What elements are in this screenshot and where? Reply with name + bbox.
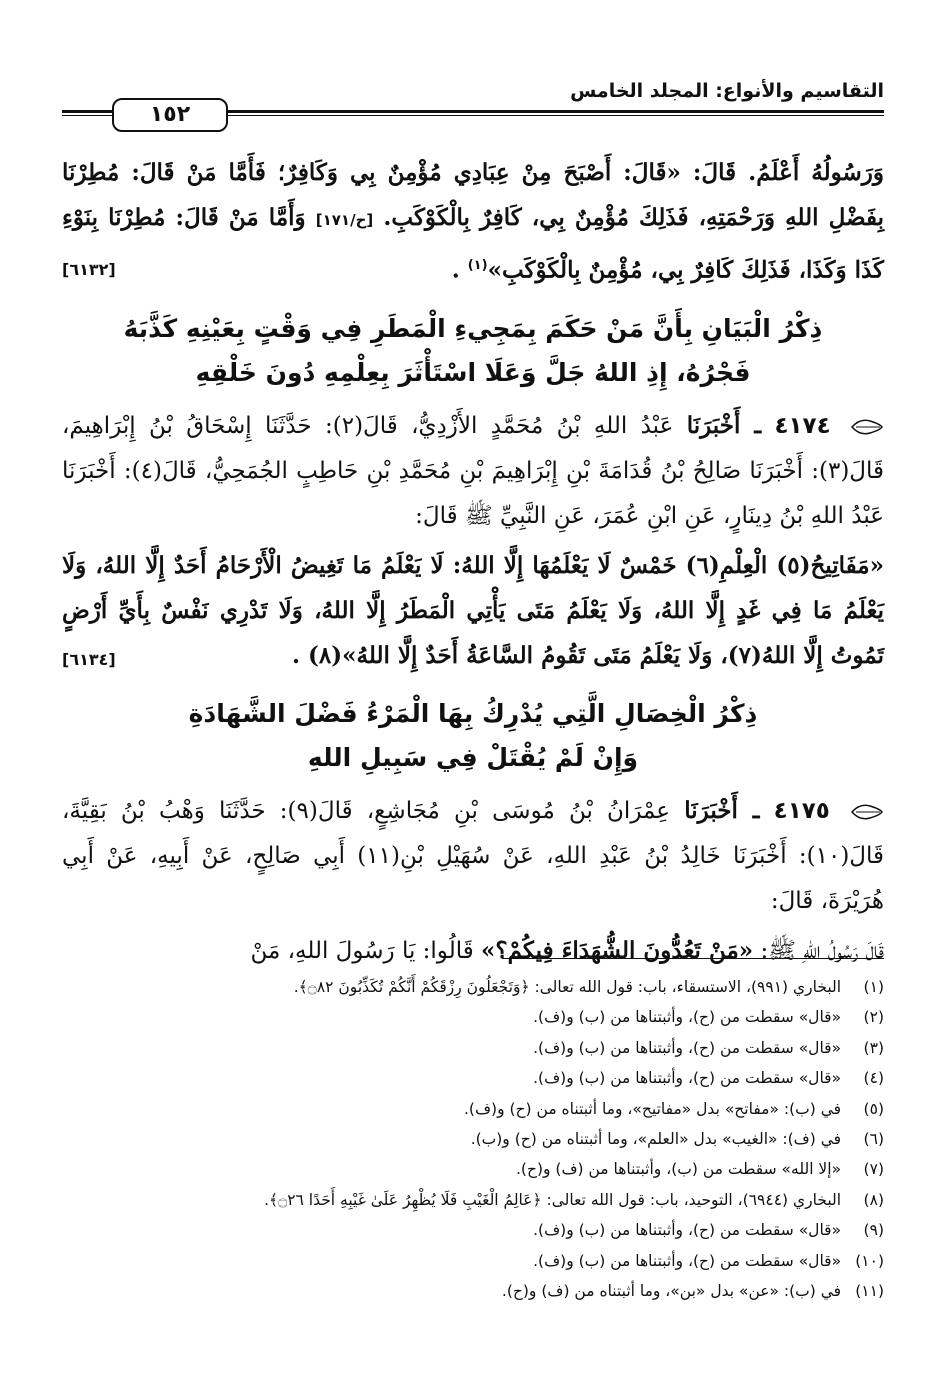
footnote-number: (٨) (863, 1190, 884, 1209)
matn-intro: قَالَ رَسُولُ اللهِ ﷺ: (760, 937, 884, 964)
page-header (62, 70, 884, 134)
footnote-number: (٢) (863, 1008, 884, 1027)
footnote-text: «قال» سقطت من (ح)، وأثبتناها من (ب) و(ف). (533, 1008, 842, 1027)
footnote-number: (٩) (863, 1221, 884, 1240)
matn-continuation: قَالُوا: يَا رَسُولَ اللهِ، مَنْ (250, 937, 474, 964)
footnote-text: في (ف): «الغيب» بدل «العلم»، وما أثبتناه من (ح) و(ب). (470, 1130, 842, 1149)
page (62, 70, 884, 1360)
heading-line: ذِكْرُ الْخِصَالِ الَّتِي يُدْرِكُ بِهَا الْمَرْءُ فَضْلَ الشَّهَادَةِ (188, 698, 758, 728)
heading-line: وَإِنْ لَمْ يُقْتَلْ فِي سَبِيلِ اللهِ (307, 742, 639, 772)
hadith-matn-start (62, 928, 884, 974)
footnote-number: (١١) (855, 1282, 884, 1301)
hadith-ref-number: [٦١٣٤] (62, 649, 116, 669)
paragraph-continuation (62, 150, 884, 293)
footnote-text: «قال» سقطت من (ح)، وأثبتناها من (ب) و(ف). (533, 1221, 842, 1240)
hadith-number: ٤١٧٤ (774, 412, 831, 439)
hadith-isnad (62, 403, 884, 539)
footnote-item (62, 1276, 884, 1306)
footnote-number: (١٠) (855, 1251, 884, 1270)
running-title: التقاسيم والأنواع: المجلد الخامس (570, 80, 884, 102)
matn-text: «مَفَاتِيحُ(٥) الْعِلْمِ(٦) خَمْسٌ لَا يَعْلَمُهَا إِلَّا اللهُ: لَا يَعْلَمُ مَا تَغِيضُ الْأَرْحَامُ أَحَدٌ إِلَّا اللهُ، وَلَا يَعْلَمُ مَا فِي غَدٍ إِلَّا اللهُ، وَلَا يَعْلَمُ مَتَى يَأْتِي الْمَطَرُ إِلَّا اللهُ، وَلَا تَدْرِي نَفْسٌ بِأَيِّ أَرْضٍ تَمُوتُ إِلَّا اللهُ(٧)، وَلَا يَعْلَمُ مَتَى تَقُومُ السَّاعَةُ أَحَدٌ إِلَّا اللهُ»(٨) . (62, 551, 884, 669)
footnote-text: البخاري (٦٩٤٤)، التوحيد، باب: قول الله تعالى: ﴿عَالِمُ الْغَيْبِ فَلَا يُظْهِرُ عَلَىٰ غَيْبِهِ أَحَدًا ۝٢٦﴾. (264, 1190, 842, 1209)
manuscript-ref: [ح/١٧١] (315, 211, 374, 229)
page-number: ١٥٢ (112, 98, 228, 132)
paragraph-text-cont: وَأَمَّا مَنْ قَالَ: مُطِرْنَا بِنَوْءِ كَذَا وَكَذَا، فَذَلِكَ كَافِرٌ بِي، مُؤْمِنٌ بِالْكَوْكَبِ» (62, 204, 884, 284)
footnote-number: (٧) (863, 1160, 884, 1179)
footnote-text: «قال» سقطت من (ح)، وأثبتناها من (ب) و(ف). (533, 1069, 842, 1088)
footnote-item (62, 1063, 884, 1093)
khabar-label: ـ أَخْبَرَنَا (686, 411, 762, 439)
footnote-text: البخاري (٩٩١)، الاستسقاء، باب: قول الله تعالى: ﴿وَتَجْعَلُونَ رِزْقَكُمْ أَنَّكُمْ تُكَذِّبُونَ ۝٨٢﴾. (293, 978, 842, 996)
footnote-item (62, 1002, 884, 1032)
footnote-text: «قال» سقطت من (ح)، وأثبتناها من (ب) و(ف). (533, 1038, 842, 1057)
footnote-text: «إلا الله» سقطت من (ب)، وأثبتناها من (ف) و(ح). (515, 1160, 842, 1179)
heading-line: فَجْرُهُ، إِذِ اللهُ جَلَّ وَعَلَا اسْتَأْثَرَ بِعِلْمِهِ دُونَ خَلْقِهِ (195, 357, 751, 387)
footnote-item (62, 1215, 884, 1245)
footnote-text: في (ب): «عن» بدل «بن»، وما أثبتناه من (ف) و(ح). (501, 1282, 842, 1301)
footnote-marker: (١) (467, 258, 488, 273)
footnote-number: (٥) (863, 1099, 884, 1118)
khabar-label: ـ أَخْبَرَنَا (684, 796, 760, 824)
leaf-ornament-icon (850, 417, 884, 437)
hadith-ref-number: [٦١٣٢] (62, 260, 116, 279)
footnote-number: (٤) (863, 1069, 884, 1088)
footnote-text: «قال» سقطت من (ح)، وأثبتناها من (ب) و(ف). (533, 1251, 842, 1270)
footnote-item (62, 1124, 884, 1154)
footnote-item (62, 1094, 884, 1124)
footnotes (62, 972, 884, 1306)
footnote-item (62, 1185, 884, 1215)
paragraph-end: . (451, 256, 468, 284)
footnote-item (62, 972, 884, 1002)
isnad-text: عَبْدُ اللهِ بْنُ مُحَمَّدٍ الأَزْدِيُّ، قَالَ(٢): حَدَّثَنَا إِسْحَاقُ بْنُ إِبْرَاهِيمَ، قَالَ(٣): أَخْبَرَنَا صَالِحُ بْنُ قُدَامَةَ بْنِ إِبْرَاهِيمَ بْنِ مُحَمَّدِ بْنِ حَاطِبٍ الجُمَحِيُّ، قَالَ(٤): أَخْبَرَنَا عَبْدُ اللهِ بْنُ دِينَارٍ، عَنِ ابْنِ عُمَرَ، عَنِ النَّبِيِّ ﷺ قَالَ: (62, 412, 885, 529)
main-text (62, 150, 884, 978)
footnote-item (62, 1154, 884, 1184)
hadith-matn (62, 543, 884, 678)
footnote-text: في (ب): «مفاتح» بدل «مفاتيح»، وما أثبتناه من (ح) و(ف). (464, 1099, 842, 1118)
hadith-isnad (62, 788, 884, 924)
footnote-number: (٣) (863, 1038, 884, 1057)
matn-bold: «مَنْ تَعُدُّونَ الشُّهَدَاءَ فِيكُمْ؟» (481, 936, 754, 964)
leaf-ornament-icon (850, 802, 884, 822)
isnad-text: عِمْرَانُ بْنُ مُوسَى بْنِ مُجَاشِعٍ، قَالَ(٩): حَدَّثَنَا وَهْبُ بْنُ بَقِيَّةَ، قَالَ(١٠): أَخْبَرَنَا خَالِدُ بْنُ عَبْدِ اللهِ، عَنْ سُهَيْلِ بْنِ(١١) أَبِي صَالِحٍ، عَنْ أَبِيهِ، عَنْ أَبِي هُرَيْرَةَ، قَالَ: (62, 797, 884, 914)
section-heading-1 (62, 307, 884, 395)
hadith-number: ٤١٧٥ (773, 797, 830, 824)
footnote-item (62, 1033, 884, 1063)
footnote-divider (502, 958, 884, 959)
footnote-item (62, 1246, 884, 1276)
heading-line: ذِكْرُ الْبَيَانِ بِأَنَّ مَنْ حَكَمَ بِمَجِيءِ الْمَطَرِ فِي وَقْتٍ بِعَيْنِهِ كَذَّبَهُ (123, 313, 823, 343)
footnote-number: (١) (863, 978, 884, 996)
paragraph-text: وَرَسُولُهُ أَعْلَمُ. قَالَ: «قَالَ: أَصْبَحَ مِنْ عِبَادِي مُؤْمِنٌ بِي وَكَافِرٌ؛ فَأَمَّا مَنْ قَالَ: مُطِرْنَا بِفَضْلِ اللهِ وَرَحْمَتِهِ، فَذَلِكَ مُؤْمِنٌ بِي، كَافِرٌ بِالْكَوْكَبِ. (62, 159, 885, 231)
footnote-number: (٦) (863, 1130, 884, 1149)
section-heading-2 (62, 692, 884, 780)
